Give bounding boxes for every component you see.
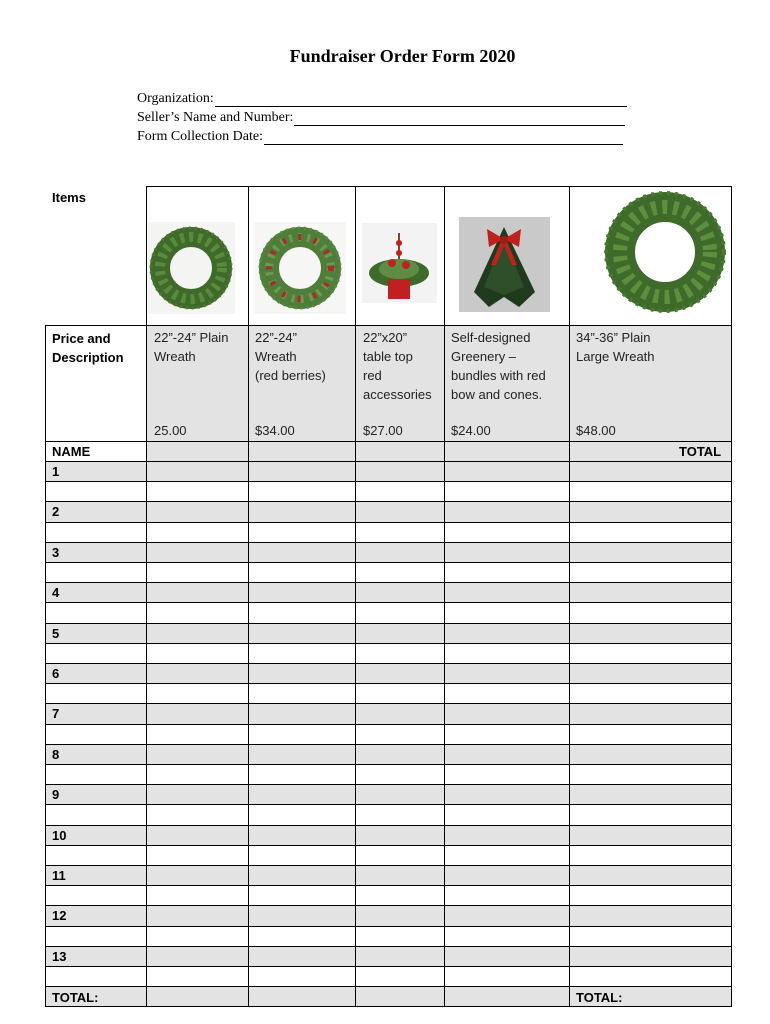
collection-date-line[interactable] (264, 130, 623, 145)
order-row-border (45, 865, 732, 866)
name-header-band (146, 441, 731, 461)
berry-wreath-photo (254, 222, 346, 314)
product-4-description (451, 328, 546, 404)
order-row-border (45, 825, 732, 826)
plain-wreath-photo (148, 222, 235, 314)
order-row-band (45, 986, 731, 1006)
order-row-band (45, 663, 731, 683)
order-row-number: 9 (52, 787, 60, 803)
product-4-desc-line: Self-designed (451, 330, 531, 345)
product-1-desc-line: Wreath (154, 349, 196, 364)
product-2-desc-line: 22”-24” (255, 330, 297, 345)
order-row-border (45, 461, 732, 462)
seller-label: Seller’s Name and Number: (137, 110, 294, 125)
seller-line[interactable] (294, 111, 625, 126)
greenery-bundle-photo (459, 217, 550, 312)
order-row-band (45, 784, 731, 804)
order-row-number: 5 (52, 625, 60, 641)
order-row-number: 6 (52, 666, 60, 681)
order-row-border (45, 724, 732, 725)
order-row-border (45, 764, 732, 765)
order-row-band (45, 461, 731, 481)
order-row-number: 12 (52, 908, 67, 924)
order-row-border (45, 845, 732, 846)
order-row-border (45, 986, 732, 987)
order-row-band (45, 501, 731, 521)
product-5-description (576, 328, 655, 366)
order-row-border (45, 744, 732, 745)
column-border (731, 186, 732, 1007)
order-row-number: 4 (52, 585, 60, 601)
order-row-border (45, 683, 732, 684)
product-1-desc-line: 22”-24” Plain (154, 330, 229, 345)
order-row-band (45, 744, 731, 764)
product-2-desc-line: Wreath (255, 349, 297, 364)
order-row-band (45, 825, 731, 845)
product-3-desc-line: table top (363, 349, 413, 364)
product-3-description (363, 328, 432, 404)
product-4-desc-line: bundles with red (451, 368, 546, 383)
large-plain-wreath-photo (602, 187, 729, 318)
product-2-desc-line: (red berries) (255, 368, 326, 383)
order-row-number: 7 (52, 706, 60, 722)
product-1-description (154, 328, 228, 366)
product-2-price: $34.00 (255, 423, 295, 438)
column-border (146, 186, 147, 1007)
name-column-header: NAME (52, 444, 91, 459)
order-row-number: 2 (52, 504, 60, 520)
product-4-desc-line: bow and cones. (451, 387, 543, 402)
order-row-number: 1 (52, 464, 60, 479)
column-border (444, 186, 445, 1007)
order-row-border (45, 885, 732, 886)
order-row-band (45, 905, 731, 925)
order-row-border (45, 481, 732, 482)
order-row-border (45, 926, 732, 927)
price-row-border (45, 325, 732, 326)
order-row-border (45, 582, 732, 583)
order-row-band (45, 946, 731, 966)
product-4-desc-line: Greenery – (451, 349, 517, 364)
total-footer-left: TOTAL: (52, 990, 99, 1005)
product-3-desc-line: accessories (363, 387, 432, 402)
left-border (45, 325, 46, 1007)
organization-field (137, 89, 627, 107)
order-row-border (45, 522, 732, 523)
total-column-header: TOTAL (679, 444, 722, 459)
product-4-price: $24.00 (451, 423, 491, 438)
items-label: Items (52, 190, 86, 205)
price-label-line-2: Description (52, 350, 124, 365)
order-row-border (45, 1006, 732, 1007)
column-border (569, 186, 570, 1007)
column-border (355, 186, 356, 1007)
order-row-border (45, 542, 732, 543)
order-row-border (45, 946, 732, 947)
total-footer-right: TOTAL: (576, 990, 623, 1005)
order-row-number: 11 (52, 868, 66, 883)
product-3-price: $27.00 (363, 423, 403, 438)
form-title: Fundraiser Order Form 2020 (289, 46, 516, 66)
order-row-border (45, 804, 732, 805)
order-row-border (45, 905, 732, 906)
product-5-desc-line: Large Wreath (576, 349, 655, 364)
order-row-number: 13 (52, 948, 67, 964)
order-row-border (45, 966, 732, 967)
seller-field (137, 108, 625, 126)
order-row-band (45, 865, 731, 885)
order-row-border (45, 643, 732, 644)
order-row-number: 3 (52, 544, 60, 560)
product-1-price: 25.00 (154, 423, 187, 438)
price-description-label (52, 329, 124, 367)
order-row-border (45, 501, 732, 502)
order-row-band (45, 582, 731, 602)
product-3-desc-line: red (363, 368, 382, 383)
order-row-band (45, 703, 731, 723)
column-border (248, 186, 249, 1007)
table-top-border (146, 186, 732, 187)
order-row-border (45, 623, 732, 624)
order-row-border (45, 663, 732, 664)
product-3-desc-line: 22”x20” (363, 330, 408, 345)
product-2-description (255, 328, 326, 385)
price-label-line-1: Price and (52, 331, 111, 346)
collection-date-field (137, 127, 623, 145)
order-row-number: 10 (52, 827, 67, 843)
order-row-band (45, 623, 731, 643)
order-row-border (45, 703, 732, 704)
organization-label: Organization: (137, 91, 214, 106)
name-row-border (45, 441, 732, 442)
order-row-border (45, 562, 732, 563)
organization-line[interactable] (215, 92, 627, 107)
order-row-number: 8 (52, 746, 60, 762)
product-5-desc-line: 34”-36” Plain (576, 330, 651, 345)
product-5-price: $48.00 (576, 423, 616, 438)
table-top-photo (362, 223, 437, 303)
order-row-border (45, 602, 732, 603)
order-row-band (45, 542, 731, 562)
order-row-border (45, 784, 732, 785)
collection-date-label: Form Collection Date: (137, 129, 263, 144)
